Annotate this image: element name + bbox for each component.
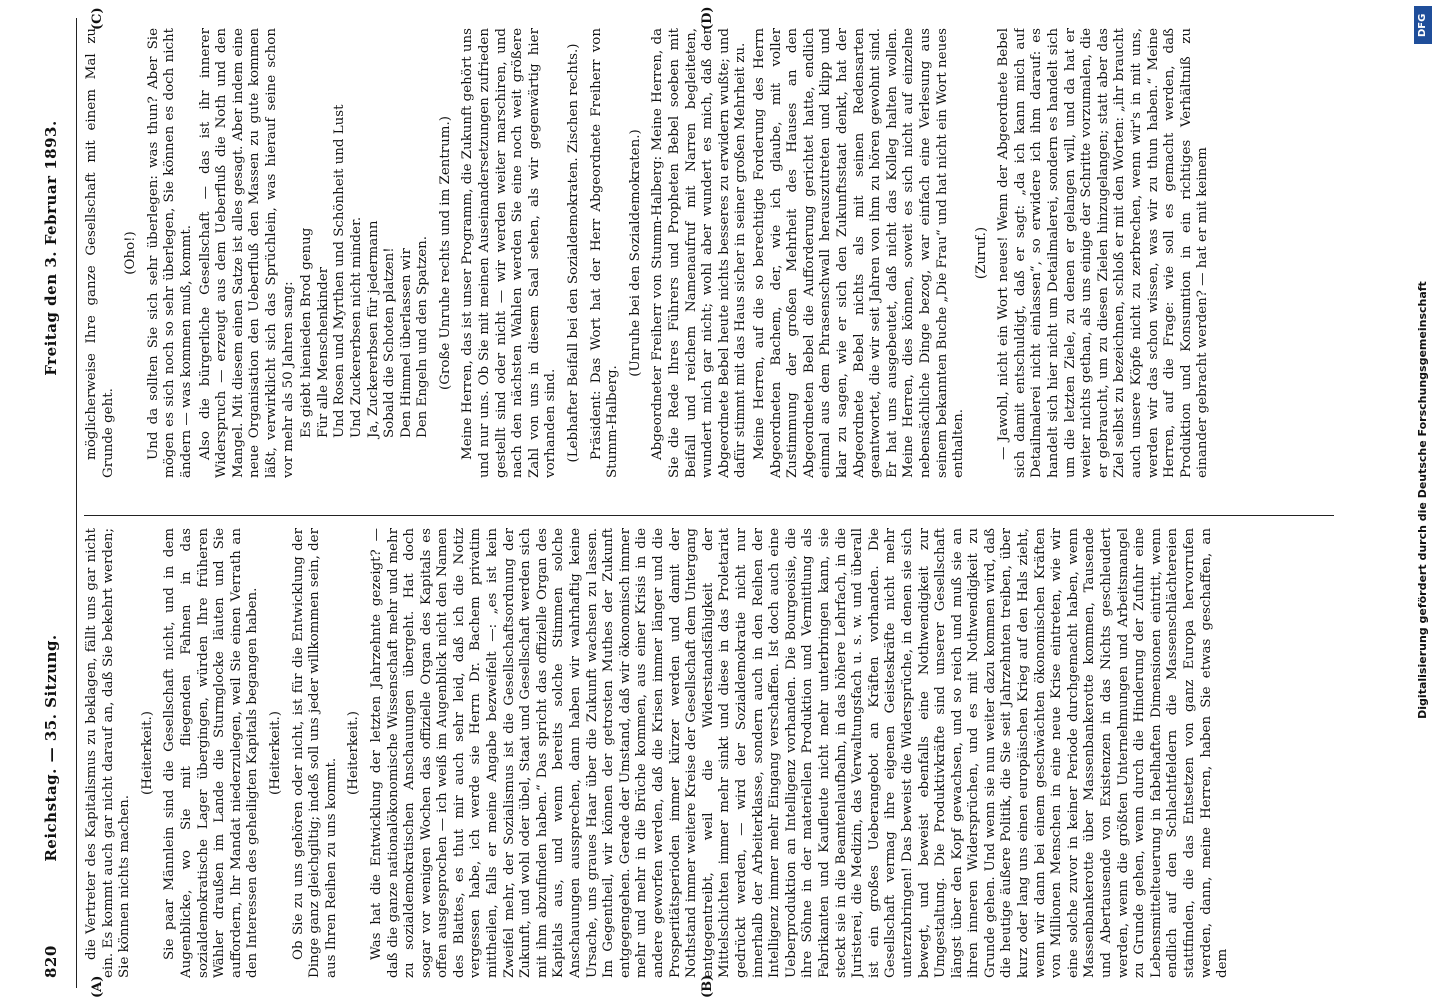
interjection: (Heiterkeit.) bbox=[267, 711, 283, 795]
right-text-column bbox=[84, 28, 1334, 478]
paragraph: Was hat die Entwicklung der letzten Jahrzehnte gezeigt? — daß die ganze nationalökonomische Wissenschaft mehr und mehr zu sozialdemokratischen Anschauungen übergeht. Hat doch sogar vor wenigen Wochen das offizielle Organ des Kapitals es offen ausgesprochen — ich weiß im Augenblick nicht den Namen des Blattes, es thut mir auch sehr leid, daß ich die Notiz vergessen habe, ich werde sie Herrn Dr. Bachem privatim mittheilen, falls er meine Angabe bezweifelt —: „es ist kein Zweifel mehr, der Sozialismus ist die Gesellschaftsordnung der Zukunft, und wohl oder übel, Staat und Gesellschaft werden sich mit ihm abzufinden haben.“ Das spricht das offizielle Organ des Kapitals aus, und wenn bereits solche Stimmen solche Anschauungen aussprechen, dann haben wir wahrhaftig keine Ursache, uns graues Haar über die Zukunft wachsen zu lassen. Im Gegentheil, wir können der getrosten Muthes der Zukunft entgegengehen. Gerade der Umstand, daß wir ökonomisch immer mehr und mehr in die Brüche kommen, aus einer Krisis in die andere geworfen werden, daß die Krisen immer länger und die Prosperitätsperioden immer kürzer werden und damit der Nothstand immer weitere Kreise der Gesellschaft dem Untergang entgegentreibt, weil die Widerstandsfähigkeit der Mittelschichten immer mehr sinkt und diese in das Proletariat gedrückt werden, — wird der Sozialdemokratie nicht nur innerhalb der Arbeiterklasse, sondern auch in den Reihen der Intelligenz immer mehr Eingang verschaffen. Ist doch auch eine Ueberproduktion an Intelligenz vorhanden. Die Bourgeoisie, die ihre Söhne in der materiellen Produktion und Vermittlung als Fabrikanten und Kaufleute nicht mehr unterbringen kann, sie steckt sie in die Beamtenlaufbahn, in das höhere Lehrfach, in die Juristerei, die Medizin, das Verwaltungsfach u. s. w. und überall ist ein großes Ueberangebot an Kräften vorhanden. Die Gesellschaft vermag ihre eigenen Geisteskräfte nicht mehr unterzubringen! Das beweist die Widersprüche, in denen sie sich bewegt, und beweist ebenfalls eine Nothwendigkeit zur Umgestaltung. Die Produktivkräfte sind unserer Gesellschaft längst über den Kopf gewachsen, und so reich und muß sie an ihren inneren Widersprüchen, und es mit Nothwendigkeit zu Grunde gehen. Und wenn sie nun weiter dazu kommen wird, daß die heutige äußere Politik, die Sie seit Jahrzehnten treiben, über kurz oder lang uns einen europäischen Krieg auf den Hals zieht, wenn wir dann bei einem geschwächten ökonomischen Kräften von Millionen Menschen in eine neue Krise eintreten, wie wir eine solche zuvor in keiner Periode durchgemacht haben, wenn Massenbankerotte über Massenbankerotte kommen, Tausende und Abertausende von Existenzen in das Nichts geschleudert werden, wenn die größten Unternehmungen und Arbeitsmangel zu Grunde gehen, wenn durch die Hinderung der Zufuhr eine Lebensmittelteuerung in fabelhaften Dimensionen eintritt, wenn endlich auf den Schlachtfeldern die Massenschlächtereien stattfinden, die das Entsetzen von ganz Europa hervorrufen werden, dann, meine Herren, haben Sie etwas geschaffen, an dem bbox=[368, 528, 1231, 978]
verse-line: Für alle Menschenkinder bbox=[315, 266, 331, 438]
interjection: (Unruhe bei den Sozialdemokraten.) bbox=[627, 129, 643, 377]
paragraph: Ob Sie zu uns gehören oder nicht, ist für die Entwicklung der Dinge ganz gleichgiltig; indeß soll uns jeder willkommen sein, der aus Ihren Reihen zu uns kommt. bbox=[290, 528, 339, 978]
verse-line: Den Engeln und den Spatzen. bbox=[415, 235, 431, 438]
paragraph: Meine Herren, das ist unser Programm, die Zukunft gehört uns und nur uns. Ob Sie mit meinen Auseinandersetzungen zufrieden gestellt sind oder nicht — wir werden weiter marschiren, und nach den nächsten Wahlen werden Sie eine noch weit größere Zahl von uns in diesem Saal sehen, als wir gegenwärtig hier vorhanden sind. bbox=[460, 28, 559, 478]
verse-line: Es giebt hienieden Brod genug bbox=[299, 227, 315, 438]
left-text-column bbox=[84, 528, 1334, 978]
verse-line: Ja, Zuckererbsen für jedermann bbox=[365, 220, 381, 438]
digitization-credit-strip bbox=[1414, 0, 1432, 1000]
paragraph: Meine Herren, auf die so berechtigte Forderung des Herrn Abgeordneten Bachem, der, wie ich glaube, mit voller Zustimmung der großen Mehrheit des Hauses an den Abgeordneten Bebel die Aufforderung gerichtet hatte, endlich einmal aus dem Phrasenschwall herauszutreten und klipp und klar zu sagen, wie er sich den Zukunftsstaat denkt, hat der Abgeordnete Bebel nichts als mit seinen Redensarten geantwortet, die wir seit Jahren von ihm zu hören gewohnt sind. Er hat uns ausgebeutet, daß nicht das Kolleg halten wollen. Meine Herren, dies können, soweit es sich nicht auf einzelne nebensächliche Dinge bezog, war einfach eine Verlesung aus seinem bekannten Buche „Die Frau“ und hat nicht ein Wort neues enthalten. bbox=[751, 28, 967, 478]
margin-mark-a: (A) bbox=[90, 975, 105, 998]
interjection: (Heiterkeit.) bbox=[139, 711, 155, 795]
digitization-credit-text: Digitalisierung gefördert durch die Deutsche Forschungsgemeinschaft bbox=[1416, 281, 1429, 719]
interjection: (Lebhafter Beifall bei den Sozialdemokraten. Zischen rechts.) bbox=[566, 43, 582, 463]
margin-mark-b: (B) bbox=[700, 974, 715, 998]
paragraph: Also die bürgerliche Gesellschaft — das ist ihr innerer Widerspruch — erzeugt aus dem Ueberfluß die Noth und den Mangel. Mit diesem einen Satze ist alles gesagt. Aber indem eine neue Organisation den Ueberfluß den Massen zu gute kommen läßt, verwirklicht sich das Sprüchlein, was hierauf seine schon vor mehr als 50 Jahren sang: bbox=[197, 28, 296, 478]
verse-line: Den Himmel überlassen wir bbox=[398, 248, 414, 438]
running-title-right: Freitag den 3. Februar 1893. bbox=[42, 120, 60, 376]
running-title-left: Reichstag. — 35. Sitzung. bbox=[42, 634, 60, 862]
verse-line: Sobald die Schoten platzen! bbox=[382, 247, 398, 438]
interjection: (Große Unruhe rechts und im Zentrum.) bbox=[437, 116, 453, 390]
paragraph: Präsident: Das Wort hat der Herr Abgeordnete Freiherr von Stumm-Halberg. bbox=[588, 28, 621, 478]
paragraph: — Jawohl, nicht ein Wort neues! Wenn der Abgeordnete Bebel sich damit entschuldigt, daß er sagt: „da ich kann mich auf Detailmalerei nicht einlassen“, so erwidere ich ihm darauf: es handelt sich hier nicht um Detailmalerei, sondern es handelt sich um die letzten Ziele, zu denen er gelangen will, und da hat er weiter nichts gethan, als uns einige der Schritte vorzumalen, die er gebraucht, um zu diesen Zielen hinzugelangen; statt aber das Ziel selbst zu bezeichnen, schloß er mit den Worten: „ihr braucht auch unsere Köpfe nicht zu zerbrechen, wenn wir's in mit uns, werden wir das schon wissen, was wir zu thun haben.“ Meine Herren, auf die Frage: wie soll es gemacht werden, daß Produktion und Konsumtion in ein richtiges Verhältniß zu einander gebracht werden? — hat er mit keinem bbox=[996, 28, 1211, 478]
interjection: (Heiterkeit.) bbox=[346, 711, 362, 795]
interjection: (Zuruf.) bbox=[973, 226, 989, 280]
margin-mark-d: (D) bbox=[700, 6, 715, 30]
paragraph: Und da sollten Sie sich sehr überlegen: was thun? Aber Sie mögen es sich noch so sehr überlegen, Sie können es doch nicht ändern — was kommen muß, kommt. bbox=[145, 28, 194, 478]
paragraph: die Vertreter des Kapitalismus zu beklagen, fällt uns gar nicht ein. Es kommt auch gar nicht darauf an, daß Sie bekehrt werden; Sie können nichts machen. bbox=[84, 528, 133, 978]
page-number: 820 bbox=[42, 945, 60, 978]
dfg-logo: DFG bbox=[1414, 6, 1432, 44]
header-rule bbox=[76, 18, 77, 988]
margin-mark-c: (C) bbox=[90, 7, 105, 30]
verse-line: Und Zuckererbsen nicht minder. bbox=[348, 216, 364, 438]
interjection: (Oho!) bbox=[123, 231, 139, 275]
paragraph: Sie paar Männlein sind die Gesellschaft nicht, und in dem Augenblicke, wo Sie mit fliegenden Fahnen in das sozialdemokratische Lager übergingen, würden Ihre früheren Wähler draußen im Lande die Sturmglocke läuten und Sie auffordern, Ihr Mandat niederzulegen, weil Sie einen Verrath an den Interessen des geheiligten Kapitals begangen haben. bbox=[162, 528, 261, 978]
column-divider bbox=[84, 515, 1334, 516]
paragraph: möglicherweise Ihre ganze Gesellschaft mit einem Mal zu Grunde geht. bbox=[84, 28, 116, 478]
paragraph: Abgeordneter Freiherr von Stumm-Halberg: Meine Herren, da Sie die Rede Ihres Führers und Propheten Bebel soeben mit Beifall und reichem Namenaufruf mit Narren begleiteten, wundert mich gar nicht; wohl aber wundert es mich, daß der Abgeordnete Bebel heute nichts besseres zu erwidern wußte; und dafür stimmt mit das Haus sicher in seiner großen Mehrheit zu. bbox=[650, 28, 749, 478]
verse-line: Und Rosen und Myrthen und Schönheit und Lust bbox=[332, 104, 348, 438]
page-header bbox=[22, 28, 70, 978]
